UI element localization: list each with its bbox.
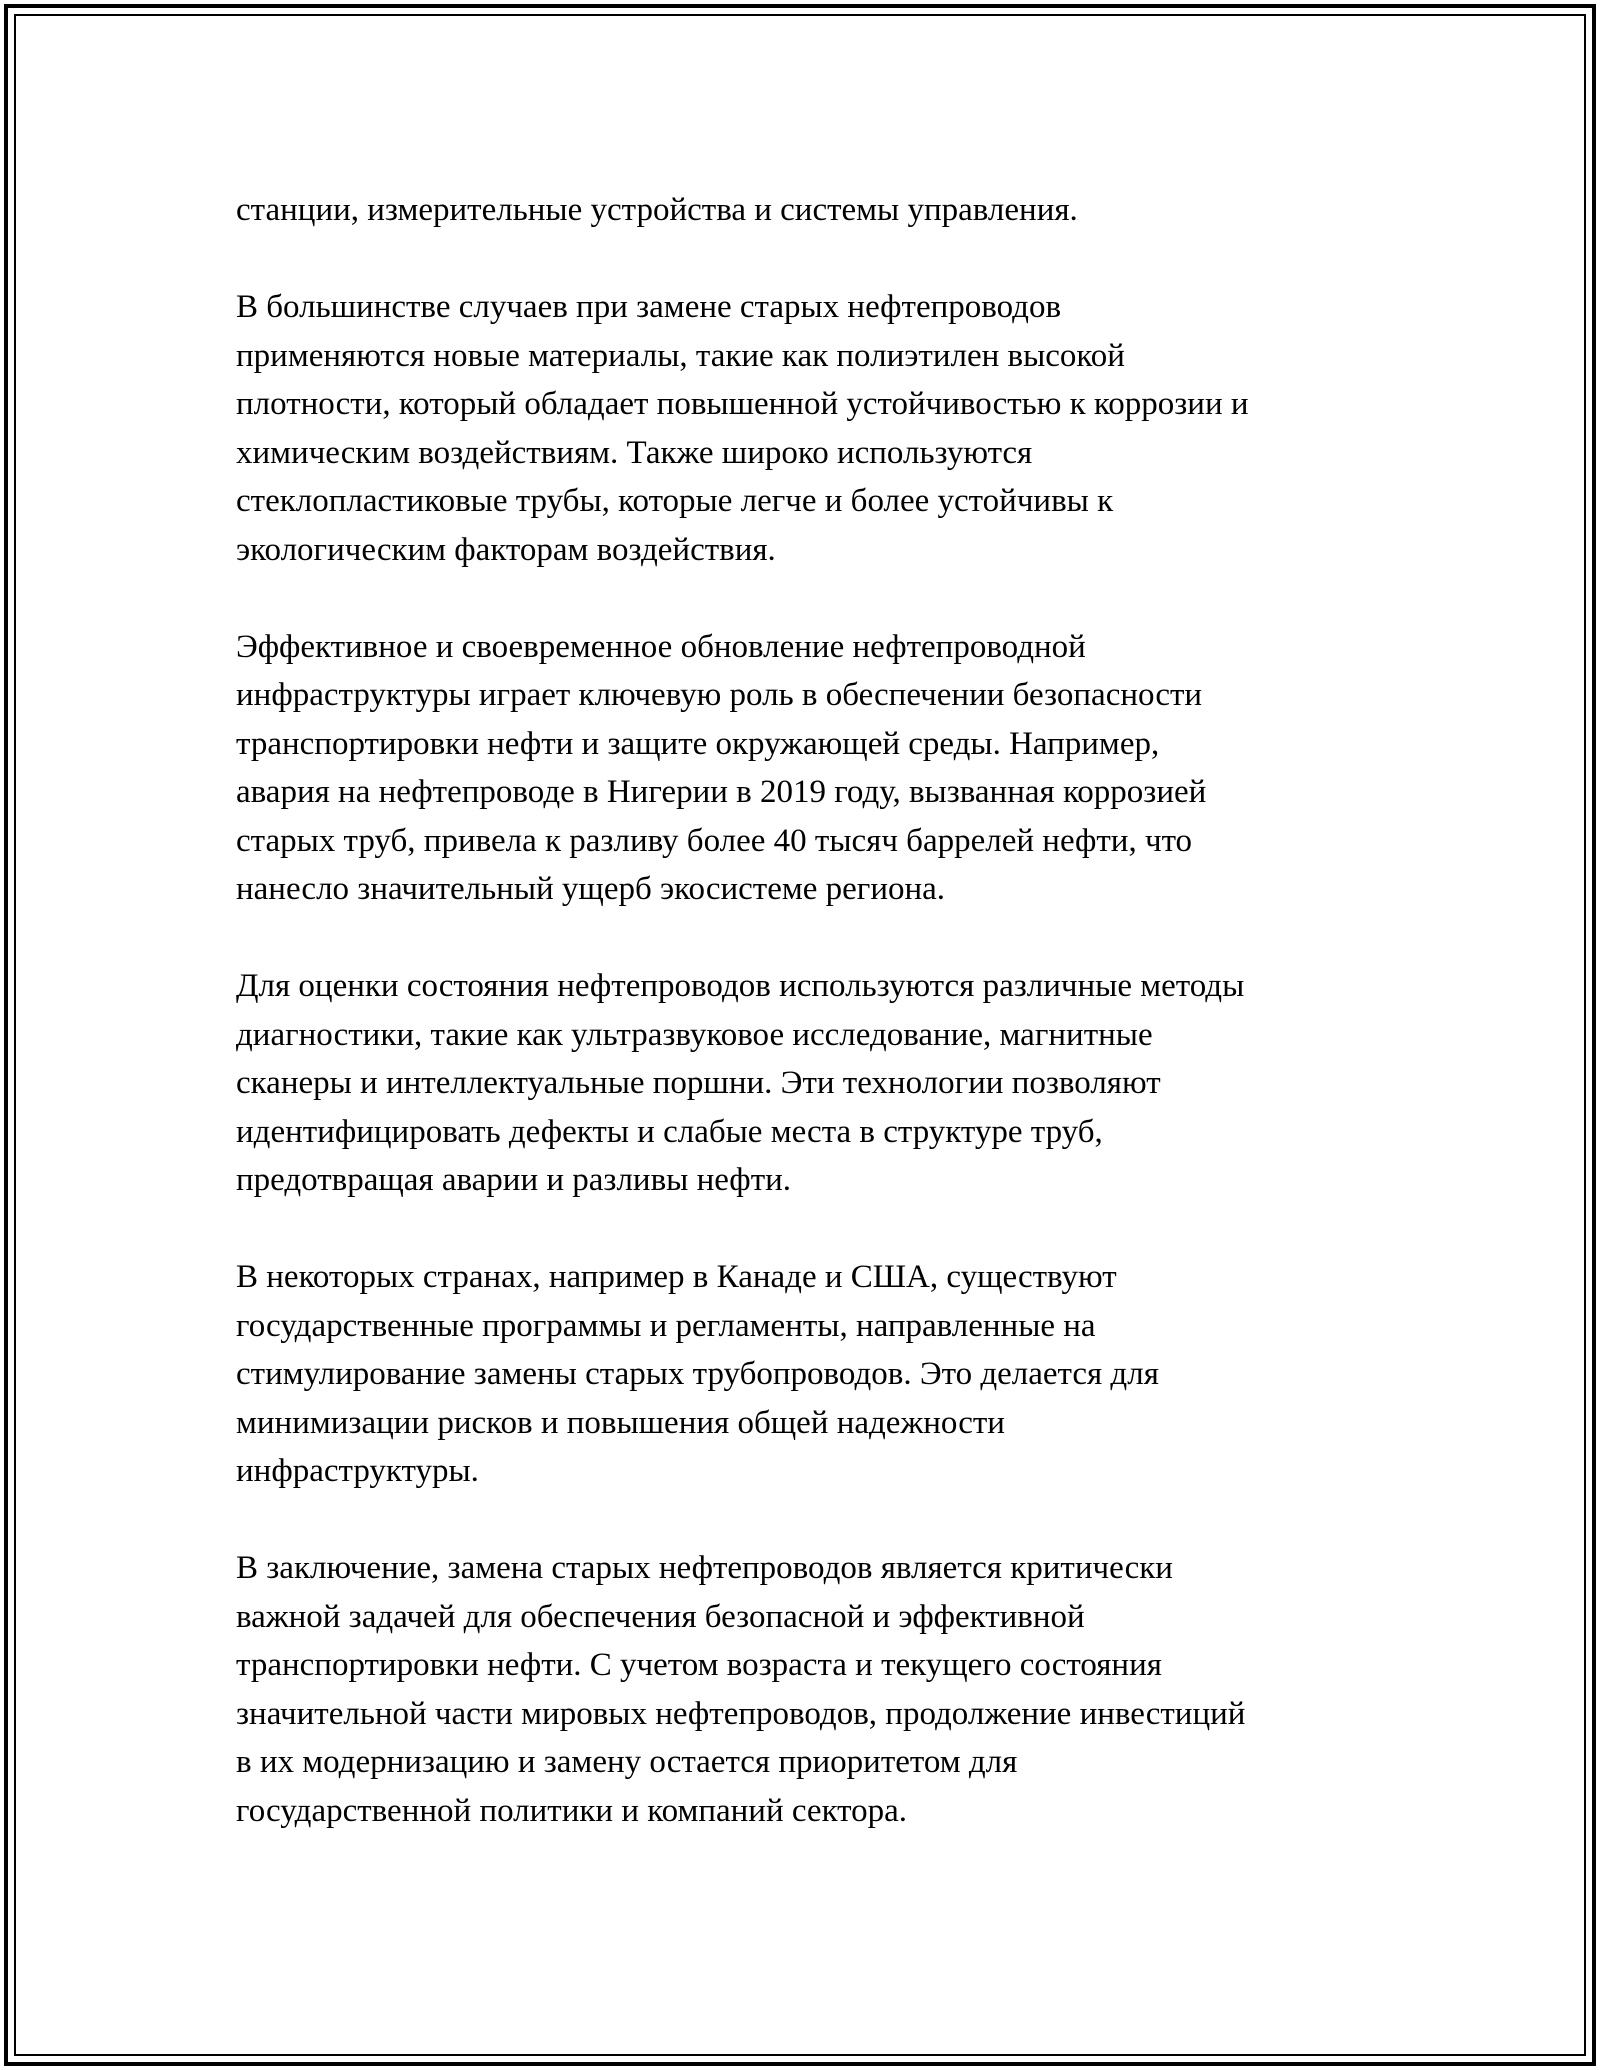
paragraph: Для оценки состояния нефтепроводов используются различные методы диагностики, такие как ультразвуковое исследование, магнитные сканеры и интеллектуальные поршни. Эти технологии позволяют идентифицировать дефекты и слабые места в структуре труб, предотвращая аварии и разливы нефти. [236,968,1245,1198]
paragraph: В некоторых странах, например в Канаде и США, существуют государственные программы и регламенты, направленные на стимулирование замены старых трубопроводов. Это делается для минимизации рисков и повышения общей надежности инфраструктуры. [236,1259,1159,1489]
paragraph: В большинстве случаев при замене старых нефтепроводов применяются новые материалы, такие как полиэтилен высокой плотности, который обладает повышенной устойчивостью к коррозии и химическим воздействиям. Также широко используются стеклопластиковые трубы, которые легче и более устойчивы к экологическим факторам воздействия. [236,289,1249,568]
document-body [236,186,1436,1835]
paragraph: Эффективное и своевременное обновление нефтепроводной инфраструктуры играет ключевую роль в обеспечении безопасности транспортировки нефти и защите окружающей среды. Например, авария на нефтепроводе в Нигерии в 2019 году, вызванная коррозией старых труб, привела к разливу более 40 тысяч баррелей нефти, что нанесло значительный ущерб экосистеме региона. [236,628,1207,907]
paragraph: В заключение, замена старых нефтепроводов является критически важной задачей для обеспечения безопасной и эффективной транспортировки нефти. С учетом возраста и текущего состояния значительной части мировых нефтепроводов, продолжение инвестиций в их модернизацию и замену остается приоритетом для государственной политики и компаний сектора. [236,1550,1246,1829]
paragraph: станции, измерительные устройства и системы управления. [236,192,1078,228]
